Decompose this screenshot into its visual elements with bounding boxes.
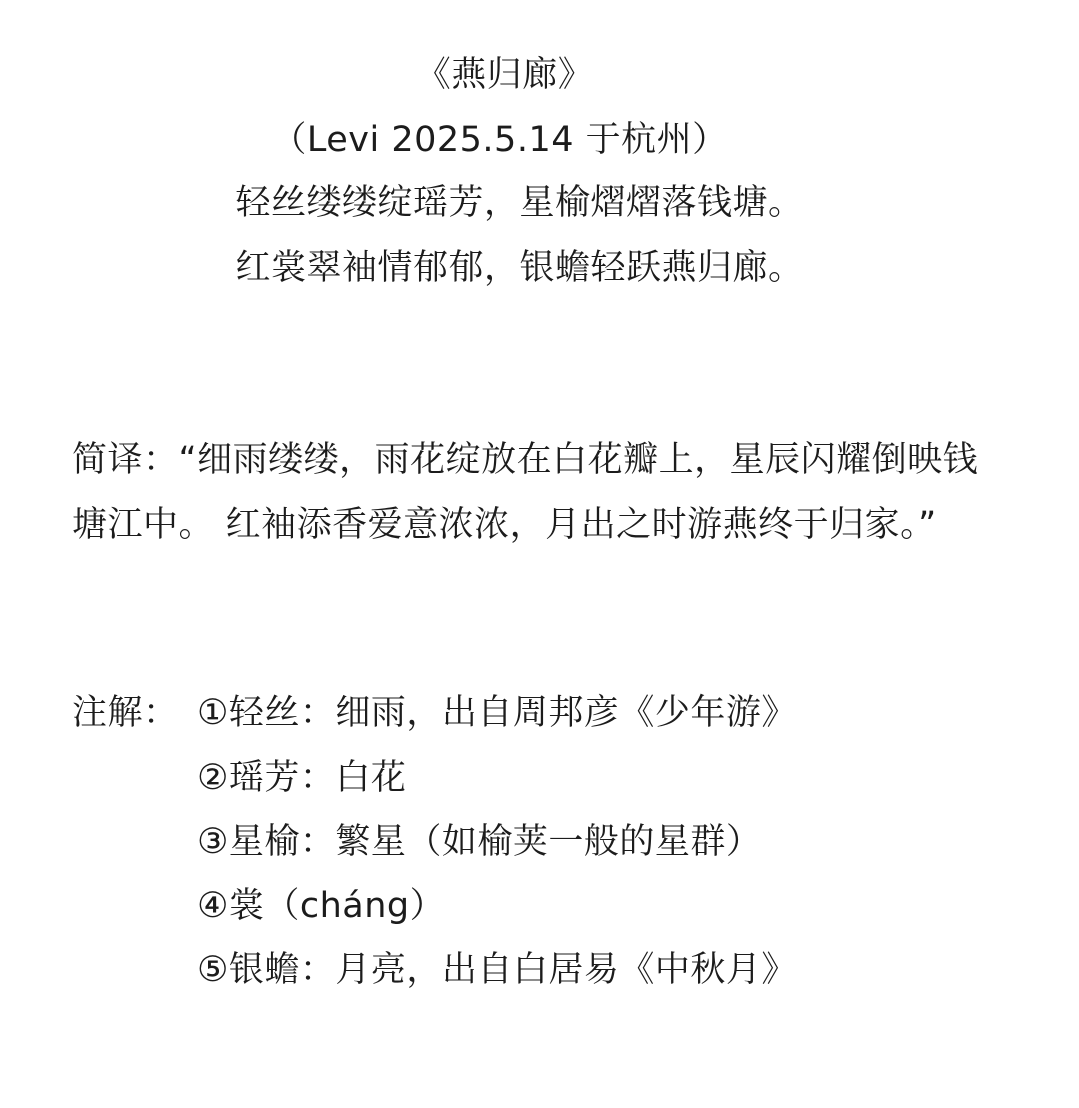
note-item-3: ③星榆：繁星（如榆荚一般的星群） — [197, 822, 762, 862]
note-item-5: ⑤银蟾：月亮，出自白居易《中秋月》 — [197, 950, 797, 990]
poem-byline: （Levi 2025.5.14 于杭州） — [271, 120, 728, 160]
poem-line-1: 轻丝缕缕绽瑶芳，星榆熠熠落钱塘。 — [235, 183, 804, 223]
translation-paragraph: 简译：“细雨缕缕，雨花绽放在白花瓣上，星辰闪耀倒映钱塘江中。 红袖添香爱意浓浓，月出之时游燕终于归家。” — [72, 440, 979, 545]
note-item-1: ①轻丝：细雨，出自周邦彦《少年游》 — [197, 693, 797, 733]
note-item-4: ④裳（cháng） — [197, 886, 446, 926]
note-item-2: ②瑶芳：白花 — [197, 758, 407, 798]
poem-title: 《燕归廊》 — [415, 55, 594, 95]
poem-line-2: 红裳翠袖情郁郁，银蟾轻跃燕归廊。 — [235, 248, 804, 288]
notes-label: 注解： — [72, 693, 179, 733]
